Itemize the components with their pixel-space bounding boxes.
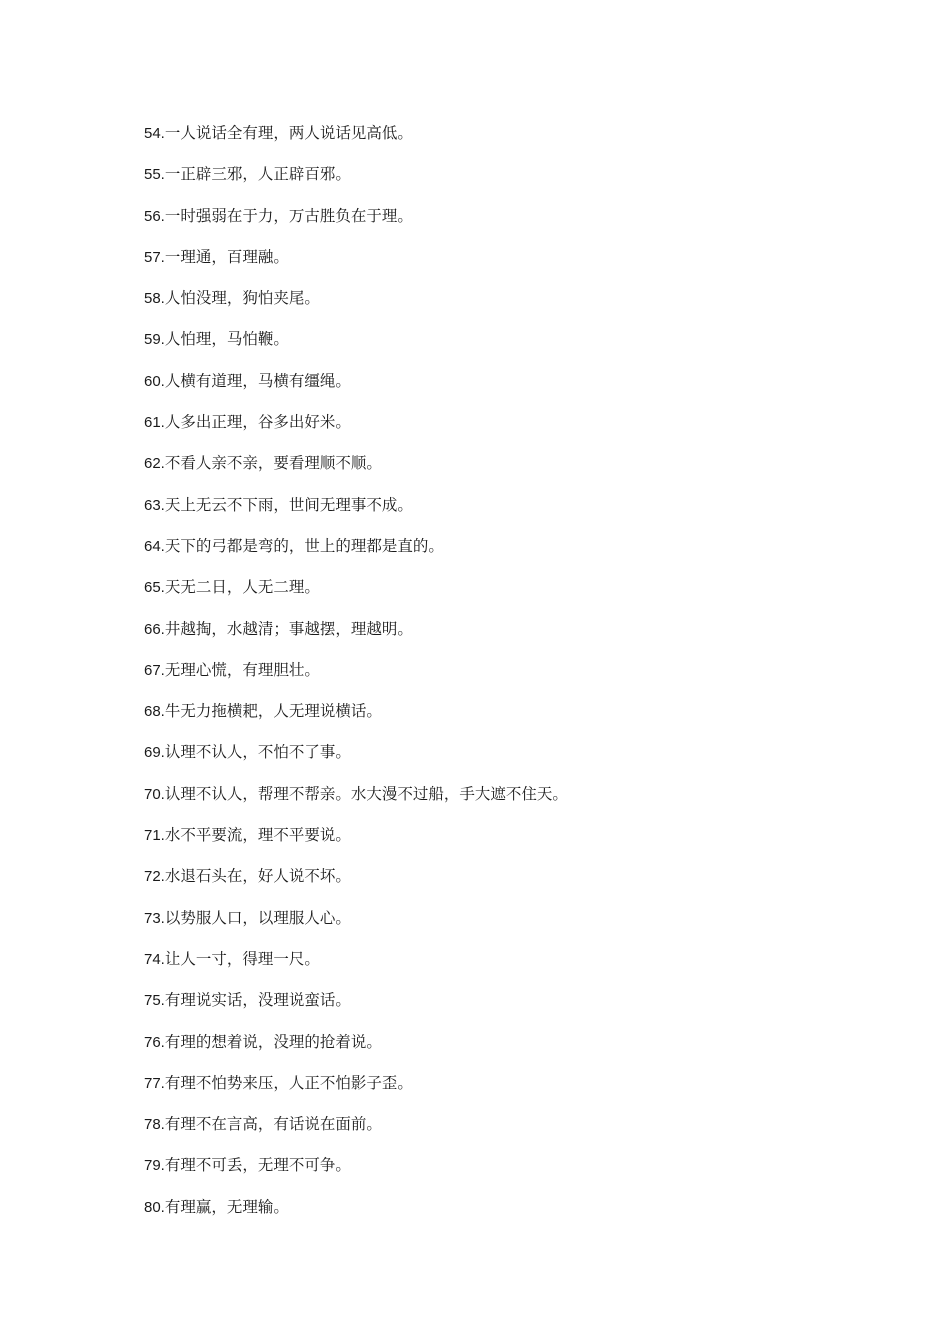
item-number: 57.	[144, 248, 165, 266]
item-text: 一正辟三邪，人正辟百邪。	[164, 165, 351, 184]
item-number: 54.	[144, 125, 165, 142]
item-text: 水不平要流，理不平要说。	[164, 826, 351, 845]
item-text: 无理心慌，有理胆壮。	[164, 660, 320, 679]
item-text: 井越掏，水越清；事越摆，理越明。	[164, 619, 413, 638]
item-text: 人横有道理，马横有缰绳。	[164, 371, 351, 390]
list-item	[144, 411, 568, 452]
list-item	[144, 370, 568, 411]
item-number: 76.	[144, 1033, 165, 1051]
list-item	[144, 122, 568, 163]
item-number: 68.	[144, 703, 165, 721]
item-number: 73.	[144, 909, 165, 927]
list-item	[144, 1031, 568, 1072]
item-number: 61.	[144, 414, 165, 432]
list-item	[144, 1154, 568, 1195]
proverb-list	[144, 122, 568, 1237]
item-number: 58.	[144, 290, 165, 308]
item-number: 80.	[144, 1198, 165, 1216]
list-item	[144, 328, 568, 369]
item-number: 78.	[144, 1116, 165, 1134]
list-item	[144, 700, 568, 741]
item-number: 62.	[144, 455, 165, 473]
item-number: 56.	[144, 207, 165, 225]
item-text: 让人一寸，得理一尺。	[164, 949, 320, 968]
list-item	[144, 163, 568, 204]
list-item	[144, 246, 568, 287]
list-item	[144, 576, 568, 617]
item-text: 一理通，百理融。	[164, 247, 289, 266]
item-text: 以势服人口，以理服人心。	[164, 908, 351, 927]
list-item	[144, 287, 568, 328]
item-text: 不看人亲不亲，要看理顺不顺。	[164, 454, 382, 473]
item-number: 55.	[144, 166, 165, 184]
list-item	[144, 824, 568, 865]
list-item	[144, 659, 568, 700]
item-number: 77.	[144, 1074, 165, 1092]
item-text: 人怕没理，狗怕夹尾。	[164, 289, 320, 308]
item-text: 天下的弓都是弯的，世上的理都是直的。	[164, 536, 444, 555]
list-item	[144, 452, 568, 493]
item-text: 人多出正理，谷多出好米。	[164, 413, 351, 432]
item-text: 认理不认人，不怕不了事。	[164, 743, 351, 762]
item-number: 67.	[144, 661, 165, 679]
item-number: 74.	[144, 950, 165, 968]
item-text: 有理不可丢，无理不可争。	[164, 1156, 351, 1175]
item-text: 人怕理，马怕鞭。	[164, 330, 289, 349]
item-text: 认理不认人，帮理不帮亲。水大漫不过船，手大遮不住天。	[164, 784, 568, 803]
item-number: 59.	[144, 331, 165, 349]
list-item	[144, 535, 568, 576]
item-text: 牛无力拖横耙，人无理说横话。	[164, 702, 382, 721]
list-item	[144, 1196, 568, 1237]
item-number: 60.	[144, 372, 165, 390]
item-text: 天上无云不下雨，世间无理事不成。	[164, 495, 413, 514]
item-text: 天无二日，人无二理。	[164, 578, 320, 597]
list-item	[144, 989, 568, 1030]
list-item	[144, 618, 568, 659]
item-text: 有理说实话，没理说蛮话。	[164, 991, 351, 1010]
list-item	[144, 1113, 568, 1154]
item-number: 63.	[144, 496, 165, 514]
item-text: 有理不在言高，有话说在面前。	[164, 1115, 382, 1134]
list-item	[144, 865, 568, 906]
list-item	[144, 494, 568, 535]
list-item	[144, 783, 568, 824]
item-text: 一时强弱在于力，万古胜负在于理。	[164, 206, 413, 225]
item-number: 69.	[144, 744, 165, 762]
item-text: 水退石头在，好人说不坏。	[164, 867, 351, 886]
item-number: 72.	[144, 868, 165, 886]
list-item	[144, 1072, 568, 1113]
list-item	[144, 948, 568, 989]
list-item	[144, 205, 568, 246]
item-number: 71.	[144, 827, 165, 845]
list-item	[144, 741, 568, 782]
list-item	[144, 907, 568, 948]
item-number: 65.	[144, 579, 165, 597]
item-text: 一人说话全有理，两人说话见高低。	[164, 124, 413, 142]
item-text: 有理赢，无理输。	[164, 1197, 289, 1216]
item-number: 79.	[144, 1157, 165, 1175]
item-number: 70.	[144, 785, 165, 803]
item-number: 66.	[144, 620, 165, 638]
item-text: 有理的想着说，没理的抢着说。	[164, 1032, 382, 1051]
item-number: 64.	[144, 537, 165, 555]
item-number: 75.	[144, 992, 165, 1010]
item-text: 有理不怕势来压，人正不怕影子歪。	[164, 1073, 413, 1092]
